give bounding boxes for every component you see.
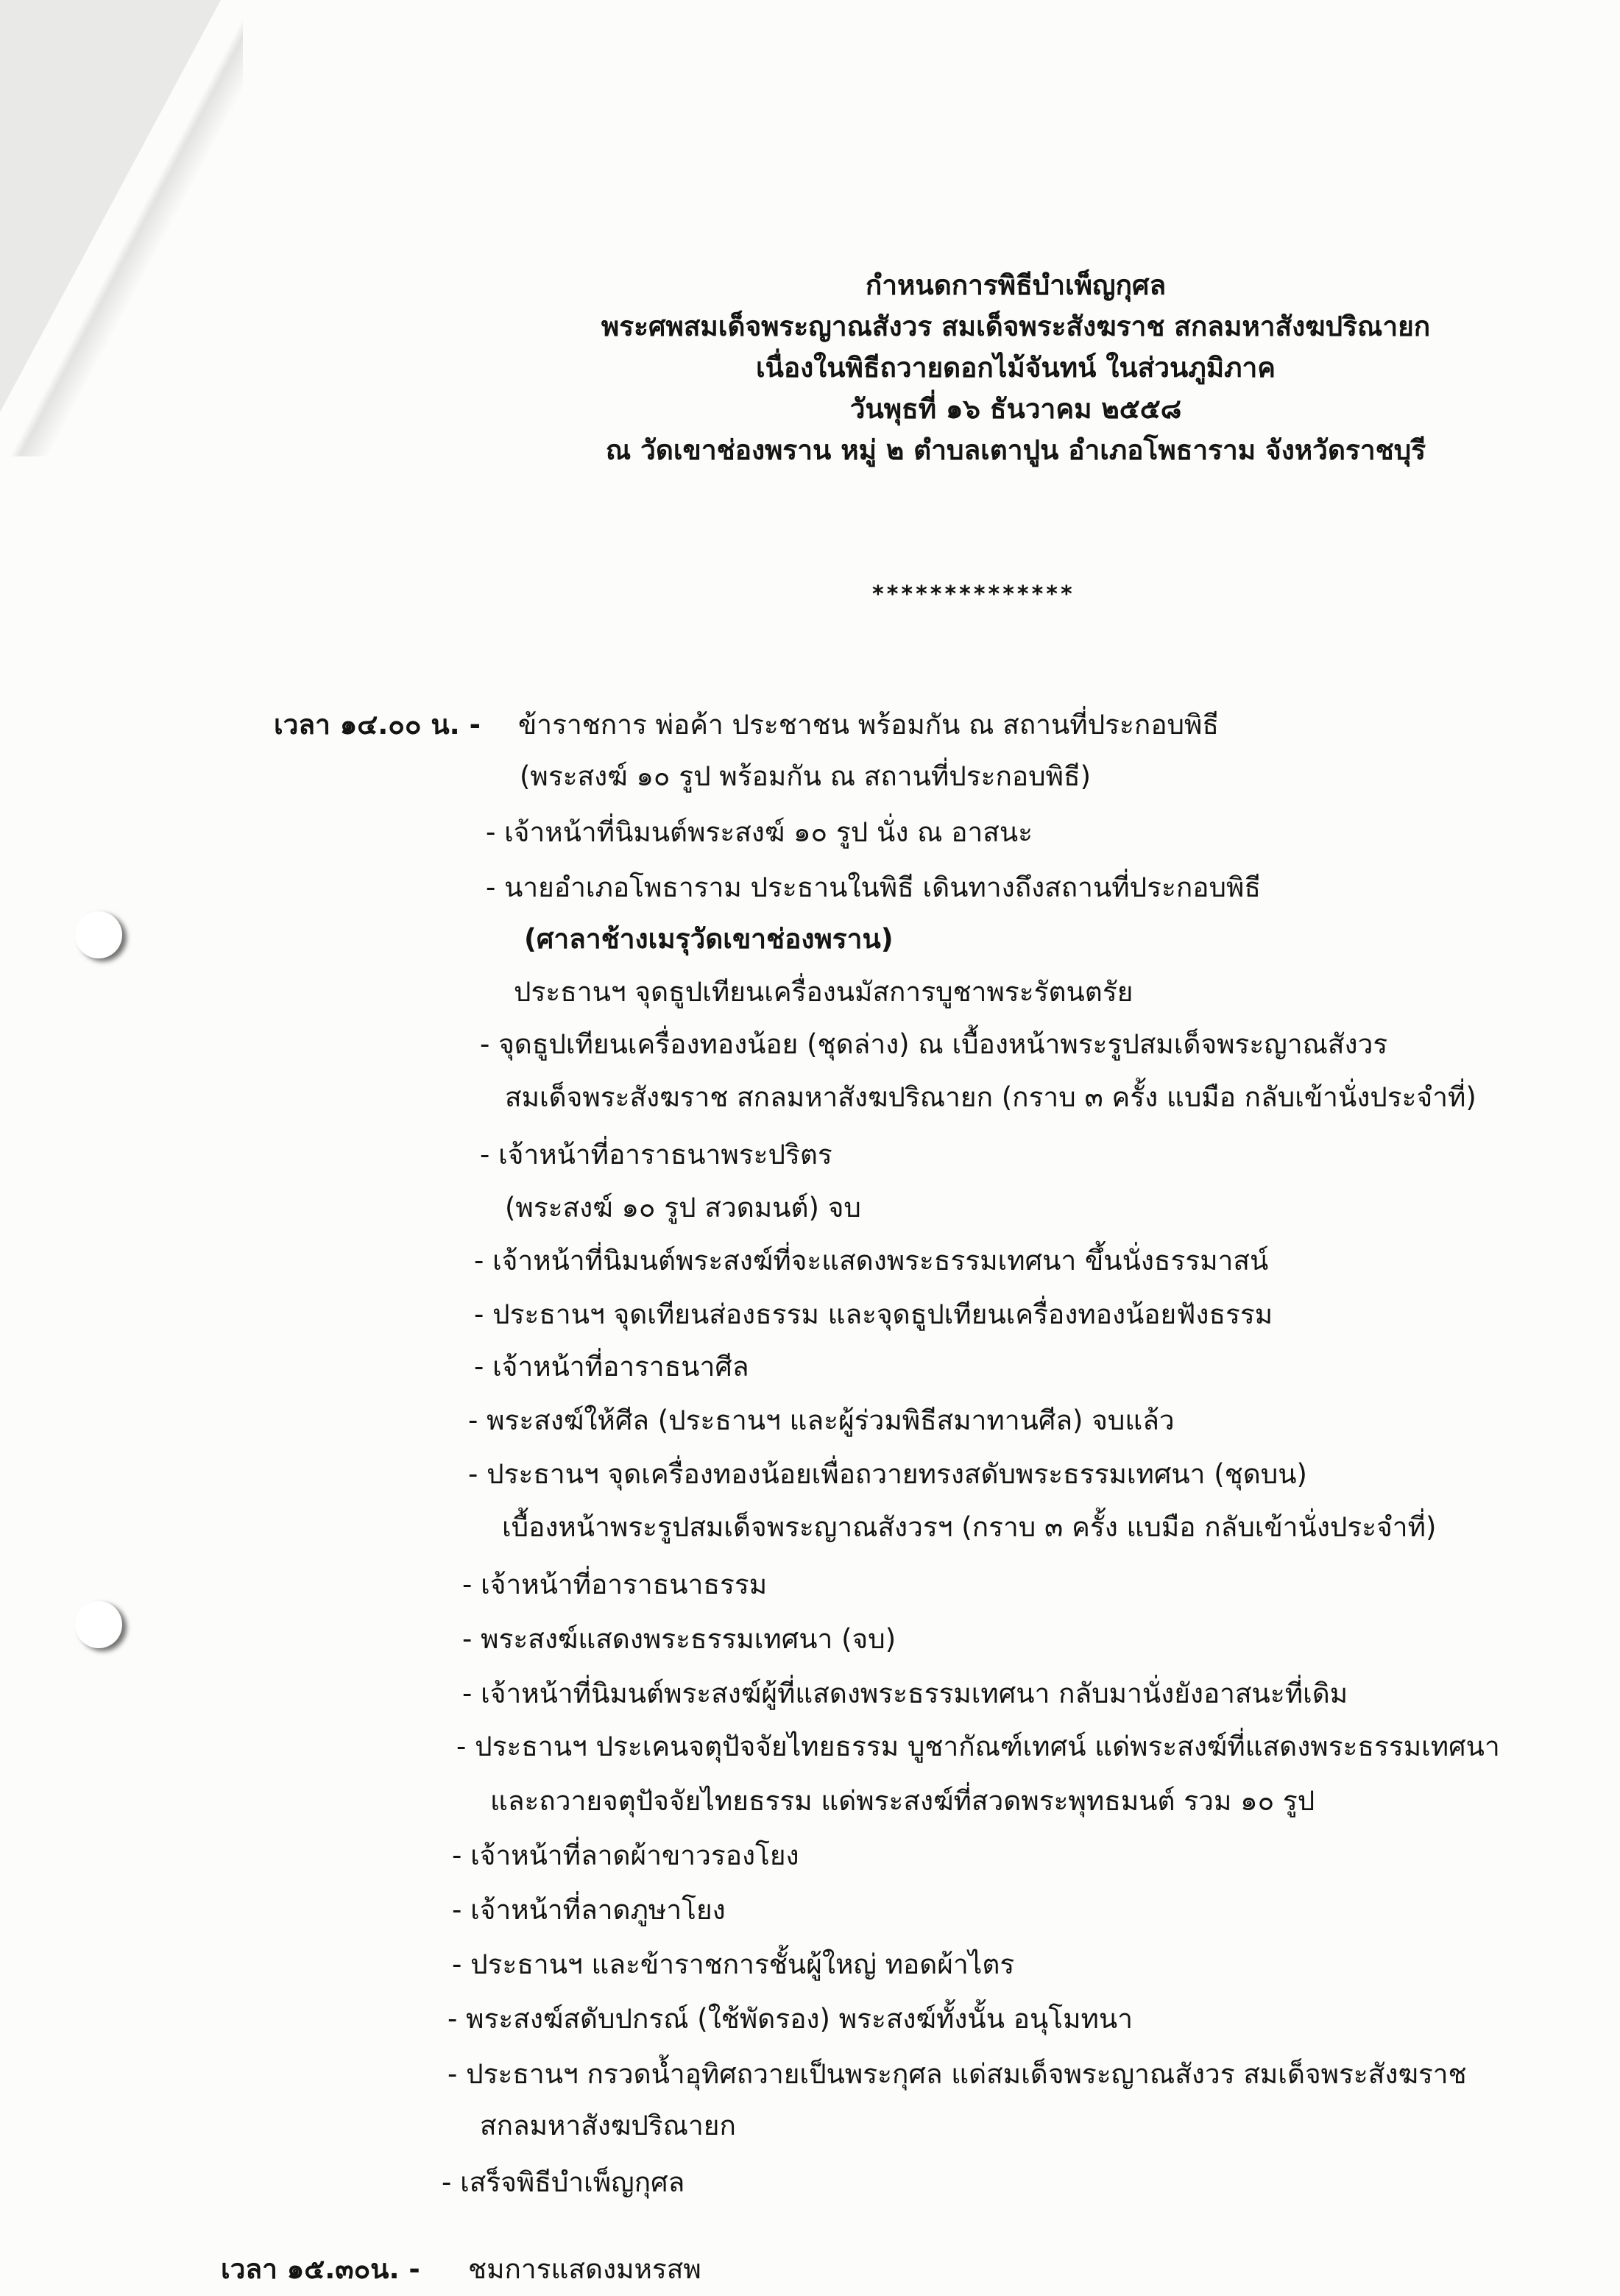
- title-line: เนื่องในพิธีถวายดอกไม้จันทน์ ในส่วนภูมิภาค: [755, 352, 1276, 384]
- title-line: พระศพสมเด็จพระญาณสังวร สมเด็จพระสังฆราช สกลมหาสังฆปริณายก: [601, 311, 1431, 342]
- schedule-item: - เจ้าหน้าที่นิมนต์พระสงฆ์ที่จะแสดงพระธรรมเทศนา ขึ้นนั่งธรรมาสน์: [474, 1245, 1269, 1276]
- schedule-item: - เจ้าหน้าที่อาราธนาพระปริตร: [480, 1139, 832, 1170]
- binder-hole-top: [75, 911, 122, 958]
- schedule-item: - เจ้าหน้าที่อาราธนาศีล: [474, 1351, 749, 1382]
- binder-hole-bottom: [75, 1601, 122, 1648]
- schedule-item: - พระสงฆ์สดับปกรณ์ (ใช้พัดรอง) พระสงฆ์ทั้งนั้น อนุโมทนา: [448, 2003, 1133, 2035]
- schedule-item: - พระสงฆ์แสดงพระธรรมเทศนา (จบ): [462, 1623, 896, 1655]
- title-line: กำหนดการพิธีบำเพ็ญกุศล: [865, 269, 1167, 301]
- title-line: ณ วัดเขาช่องพราน หมู่ ๒ ตำบลเตาปูน อำเภอโพธาราม จังหวัดราชบุรี: [605, 434, 1426, 466]
- schedule-item: - ประธานฯ จุดเครื่องทองน้อยเพื่อถวายทรงสดับพระธรรมเทศนา (ชุดบน): [468, 1458, 1307, 1490]
- schedule-time: เวลา ๑๔.๐๐ น. -: [274, 709, 481, 741]
- schedule-item: - จุดธูปเทียนเครื่องทองน้อย (ชุดล่าง) ณ เบื้องหน้าพระรูปสมเด็จพระญาณสังวร: [480, 1028, 1388, 1060]
- document-title: [486, 265, 1546, 471]
- schedule-item: เบื้องหน้าพระรูปสมเด็จพระญาณสังวรฯ (กราบ ๓ ครั้ง แบมือ กลับเข้านั่งประจำที่): [502, 1511, 1437, 1543]
- schedule-item: ข้าราชการ พ่อค้า ประชาชน พร้อมกัน ณ สถานที่ประกอบพิธี: [518, 709, 1220, 741]
- fold-shadow: [0, 0, 243, 456]
- schedule-item: - เจ้าหน้าที่ลาดผ้าขาวรองโยง: [452, 1840, 799, 1871]
- schedule-item: - เจ้าหน้าที่อาราธนาธรรม: [462, 1569, 768, 1600]
- schedule-time: เวลา ๑๕.๓๐น. -: [221, 2253, 420, 2285]
- schedule-item: - เจ้าหน้าที่ลาดภูษาโยง: [452, 1894, 726, 1926]
- schedule-item: - ประธานฯ กรวดน้ำอุทิศถวายเป็นพระกุศล แด่สมเด็จพระญาณสังวร สมเด็จพระสังฆราช: [448, 2058, 1467, 2090]
- title-line: วันพุธที่ ๑๖ ธันวาคม ๒๕๕๘: [849, 393, 1182, 425]
- schedule-item: - เสร็จพิธีบำเพ็ญกุศล: [442, 2166, 685, 2198]
- schedule-item: (ศาลาช้างเมรุวัดเขาช่องพราน): [524, 923, 894, 955]
- schedule-item: (พระสงฆ์ ๑๐ รูป พร้อมกัน ณ สถานที่ประกอบพิธี): [520, 760, 1092, 792]
- separator-stars: **************: [872, 582, 1075, 607]
- schedule-item: ประธานฯ จุดธูปเทียนเครื่องนมัสการบูชาพระรัตนตรัย: [514, 976, 1133, 1008]
- schedule-item: - เจ้าหน้าที่นิมนต์พระสงฆ์ผู้ที่แสดงพระธรรมเทศนา กลับมานั่งยังอาสนะที่เดิม: [462, 1678, 1348, 1709]
- schedule-item: ชมการแสดงมหรสพ: [468, 2253, 701, 2285]
- schedule-item: - นายอำเภอโพธาราม ประธานในพิธี เดินทางถึงสถานที่ประกอบพิธี: [486, 872, 1261, 903]
- schedule-item: สมเด็จพระสังฆราช สกลมหาสังฆปริณายก (กราบ ๓ ครั้ง แบมือ กลับเข้านั่งประจำที่): [505, 1081, 1476, 1113]
- schedule-item: สกลมหาสังฆปริณายก: [480, 2110, 736, 2141]
- schedule-item: (พระสงฆ์ ๑๐ รูป สวดมนต์) จบ: [505, 1192, 861, 1223]
- schedule-item: - ประธานฯ และข้าราชการชั้นผู้ใหญ่ ทอดผ้าไตร: [452, 1949, 1015, 1980]
- schedule-item: - พระสงฆ์ให้ศีล (ประธานฯ และผู้ร่วมพิธีสมาทานศีล) จบแล้ว: [468, 1405, 1175, 1436]
- schedule-item: - ประธานฯ จุดเทียนส่องธรรม และจุดธูปเทียนเครื่องทองน้อยฟังธรรม: [474, 1299, 1273, 1330]
- schedule-item: - เจ้าหน้าที่นิมนต์พระสงฆ์ ๑๐ รูป นั่ง ณ อาสนะ: [486, 816, 1033, 848]
- schedule-item: และถวายจตุปัจจัยไทยธรรม แด่พระสงฆ์ที่สวดพระพุทธมนต์ รวม ๑๐ รูป: [490, 1785, 1315, 1817]
- schedule-item: - ประธานฯ ประเคนจตุปัจจัยไทยธรรม บูชากัณฑ์เทศน์ แด่พระสงฆ์ที่แสดงพระธรรมเทศนา: [456, 1731, 1500, 1762]
